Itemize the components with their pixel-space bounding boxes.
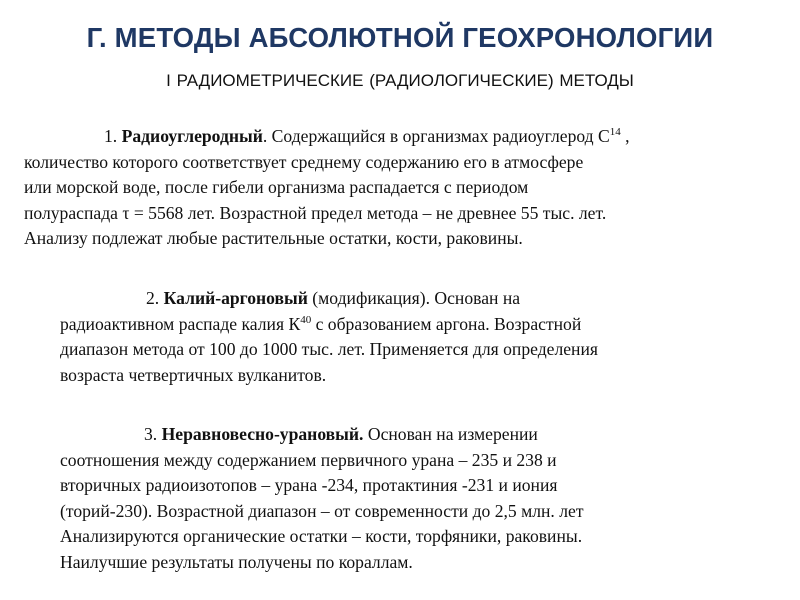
method-name: Калий-аргоновый <box>163 288 308 308</box>
method-first-line <box>60 422 780 448</box>
method-potassium-argon <box>60 286 780 388</box>
method-text: . Содержащийся в организмах радиоуглерод С <box>262 126 610 146</box>
slide-title: Г. МЕТОДЫ АБСОЛЮТНОЙ ГЕОХРОНОЛОГИИ <box>86 22 714 53</box>
method-text: (модификация). Основан на <box>307 288 521 308</box>
method-name: Неравновесно-урановый. <box>161 424 364 444</box>
isotope-superscript: 40 <box>300 313 312 326</box>
method-line: Наилучшие результаты получены по кораллам. <box>60 551 413 572</box>
method-radiocarbon <box>24 124 784 252</box>
isotope-superscript: 14 <box>609 126 621 138</box>
method-number: 2. <box>146 288 160 308</box>
method-line: вторичных радиоизотопов – урана -234, протактиния -231 и иония <box>60 475 558 495</box>
method-line: соотношения между содержанием первичного урана – 235 и 238 и <box>60 449 557 470</box>
method-text: радиоактивном распаде калия К <box>60 313 301 334</box>
method-uranium-disequilibrium <box>60 422 780 575</box>
method-text: , <box>620 126 630 146</box>
slide-subtitle: I РАДИОМЕТРИЧЕСКИЕ (РАДИОЛОГИЧЕСКИЕ) МЕТОДЫ <box>166 71 634 90</box>
method-name: Радиоуглеродный <box>121 126 263 146</box>
method-text: Основан на измерении <box>363 424 538 444</box>
method-line: или морской воде, после гибели организма распадается с периодом <box>24 177 529 197</box>
method-line: полураспада τ = 5568 лет. Возрастной предел метода – не древнее 55 тыс. лет. <box>24 202 607 223</box>
method-first-line <box>24 124 784 150</box>
method-line: количество которого соответствует среднему содержанию его в атмосфере <box>24 151 584 172</box>
method-line: Анализу подлежат любые растительные остатки, кости, раковины. <box>24 228 523 248</box>
method-number: 1. <box>104 126 118 146</box>
method-line <box>60 312 780 338</box>
method-line: диапазон метода от 100 до 1000 тыс. лет. Применяется для определения <box>60 339 598 359</box>
method-line: Анализируются органические остатки – кости, торфяники, раковины. <box>60 526 583 546</box>
method-number: 3. <box>144 424 158 444</box>
method-line: (торий-230). Возрастной диапазон – от современности до 2,5 млн. лет <box>60 500 584 521</box>
method-line: возраста четвертичных вулканитов. <box>60 364 327 385</box>
method-first-line <box>60 286 780 312</box>
method-text: с образованием аргона. Возрастной <box>311 313 582 334</box>
